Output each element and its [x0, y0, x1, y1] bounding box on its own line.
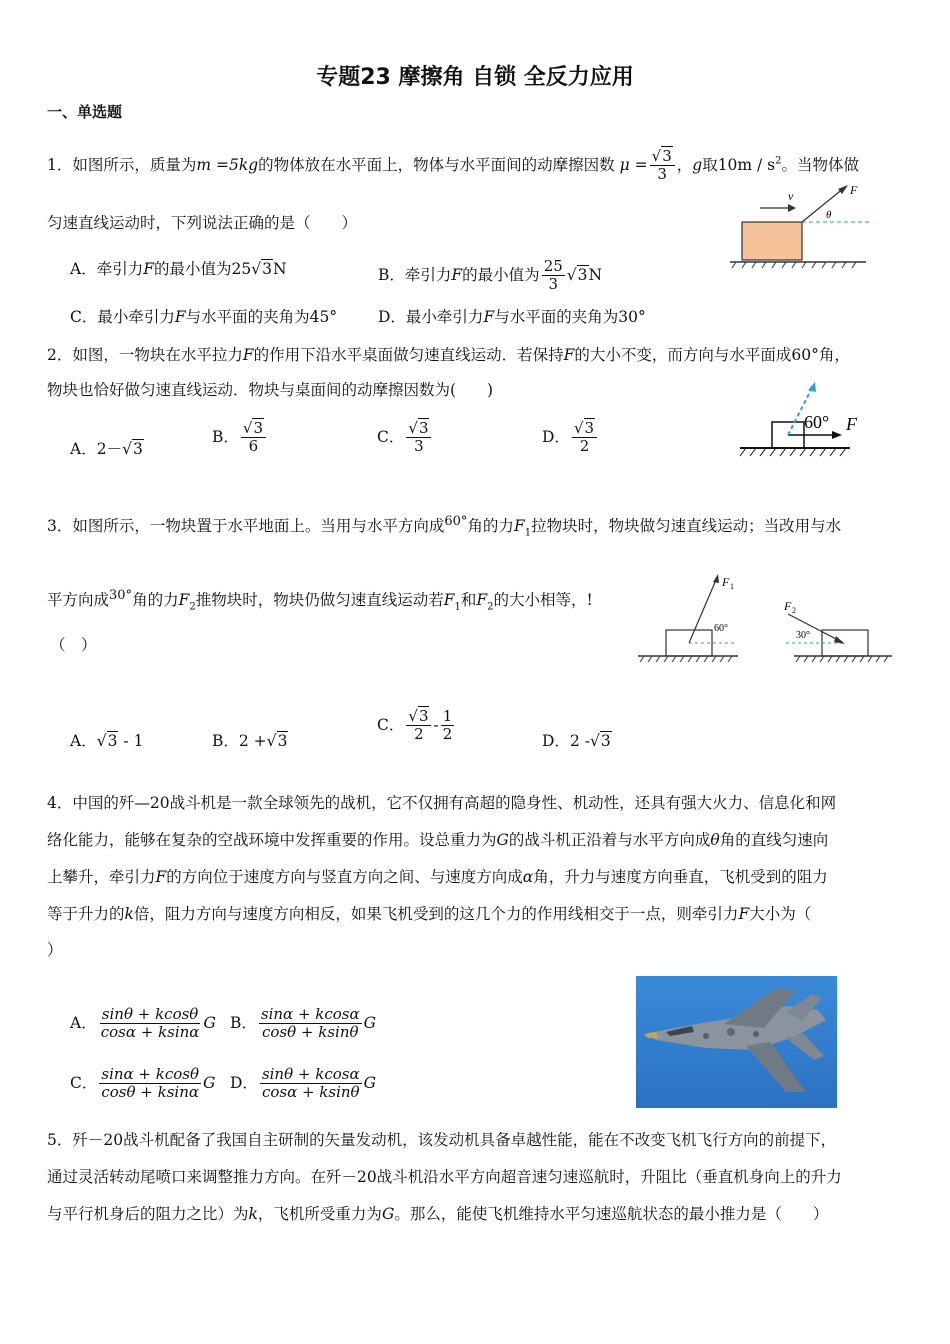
q1-line1: 1．如图所示，质量为m =5kg的物体放在水平面上，物体与水平面间的动摩擦因数 μ = √ $\frac{3}{3}$ ，g取$10m / s^2$。当物体做: [47, 148, 859, 184]
q1-figure: [730, 182, 880, 278]
q4-line1: 4．中国的歼—20战斗机是一款全球领先的战机，它不仅拥有高超的隐身性、机动性，还具有强大火力、信息化和网: [47, 794, 837, 812]
q4-line2: 络化能力，能够在复杂的空战环境中发挥重要的作用。设总重力为G的战斗机正沿着与水平方向成θ角的直线匀速向: [47, 831, 829, 849]
q3-option-c[interactable]: C． √ $\frac{3}{2}$ - $\frac{1}{2}$: [377, 708, 456, 744]
q5-line3: 与平行机身后的阻力之比）为k，飞机所受重力为G。那么，能使飞机维持水平匀速巡航状态的最小推力是（ ）: [47, 1205, 829, 1223]
q3-option-d[interactable]: D．2 -√ 3: [542, 730, 612, 752]
q2-option-a[interactable]: A．2－√ 3: [70, 438, 144, 460]
q4-line3: 上攀升，牵引力F的方向位于速度方向与竖直方向之间、与速度方向成α角，升力与速度方向垂直，飞机受到的阻力: [47, 868, 828, 886]
q4-option-b[interactable]: B． $\frac{\sin\alpha + kcos\alpha}{\cos\theta + ksin\theta}$ G: [230, 1005, 377, 1042]
q2-line1: 2．如图，一物块在水平拉力F的作用下沿水平桌面做匀速直线运动．若保持F的大小不变，而方向与水平面成60°角，: [47, 346, 850, 364]
svg-text:2: 2: [792, 606, 796, 615]
page-title: 专题23 摩擦角 自锁 全反力应用: [316, 65, 634, 90]
q4-option-d[interactable]: D． $\frac{\sin\theta + kcos\alpha}{\cos\alpha + ksin\theta}$ G: [230, 1065, 376, 1102]
q4-option-a[interactable]: A． $\frac{\sin\theta + kcos\theta}{\cos\alpha + ksin\alpha}$ G: [70, 1005, 216, 1042]
q2-option-c[interactable]: C． √ $\frac{3}{3}$: [377, 420, 433, 456]
q3-fig-30: 30°: [796, 630, 810, 641]
q2-figure: [738, 380, 868, 464]
q3-fig-60: 60°: [714, 623, 728, 634]
q4-jet-photo: [636, 976, 837, 1112]
q3-line2: 平方向成$^{30^\circ}$角的力$F_2$推物块时，物块仍做匀速直线运动若$F_1$和$F_2$的大小相等，!: [47, 588, 593, 613]
q1-fig-F: F: [850, 183, 858, 197]
q4-line5: ）: [47, 941, 63, 959]
q1-option-d[interactable]: D．最小牵引力F与水平面的夹角为30°: [378, 308, 646, 326]
q2-fig-angle: 60°: [804, 412, 830, 432]
q3-fig-F2: F: [784, 599, 792, 613]
q1-line2: 匀速直线运动时，下列说法正确的是（ ）: [47, 214, 358, 232]
q2-option-b[interactable]: B． √ $\frac{3}{6}$: [212, 420, 268, 456]
q3-option-b[interactable]: B．2 +√ 3: [212, 730, 288, 752]
q1-option-b[interactable]: B．牵引力F的最小值为 $\frac{25}{3}$ √ 3N: [378, 258, 602, 294]
q5-line1: 5．歼－20战斗机配备了我国自主研制的矢量发动机，该发动机具备卓越性能，能在不改变飞机飞行方向的前提下，: [47, 1131, 837, 1149]
q3-figure: [636, 568, 896, 672]
q4-option-c[interactable]: C． $\frac{\sin\alpha + kcos\theta}{\cos\theta + ksin\alpha}$ G: [70, 1065, 216, 1102]
q4-line4: 等于升力的k倍，阻力方向与速度方向相反，如果飞机受到的这几个力的作用线相交于一点，则牵引力F大小为（: [47, 905, 812, 923]
svg-text:1: 1: [730, 582, 734, 591]
section-heading: 一、单选题: [47, 103, 123, 121]
q5-line2: 通过灵活转动尾喷口来调整推力方向。在歼－20战斗机沿水平方向超音速匀速巡航时，升阻比（垂直机身向上的升力: [47, 1168, 842, 1186]
q2-fig-F: F: [846, 414, 857, 434]
q2-line2: 物块也恰好做匀速直线运动．物块与桌面间的动摩擦因数为( ): [47, 381, 494, 399]
q1-fig-v: v: [788, 189, 794, 203]
q3-line1: 3．如图所示，一物块置于水平地面上。当用与水平方向成$^{60^\circ}$角的力$F_1$拉物块时，物块做匀速直线运动；当改用与水: [47, 514, 842, 539]
q3-fig-F1: F: [722, 575, 730, 589]
q1-option-a[interactable]: A．牵引力F的最小值为25√ 3N: [70, 258, 287, 280]
q2-option-d[interactable]: D． √ $\frac{3}{2}$: [542, 420, 599, 456]
q3-line3: （ ）: [50, 636, 97, 654]
q1-option-c[interactable]: C．最小牵引力F与水平面的夹角为45°: [70, 308, 338, 326]
q3-option-a[interactable]: A．√ 3 - 1: [70, 730, 143, 752]
q1-fig-theta: θ: [826, 209, 832, 221]
